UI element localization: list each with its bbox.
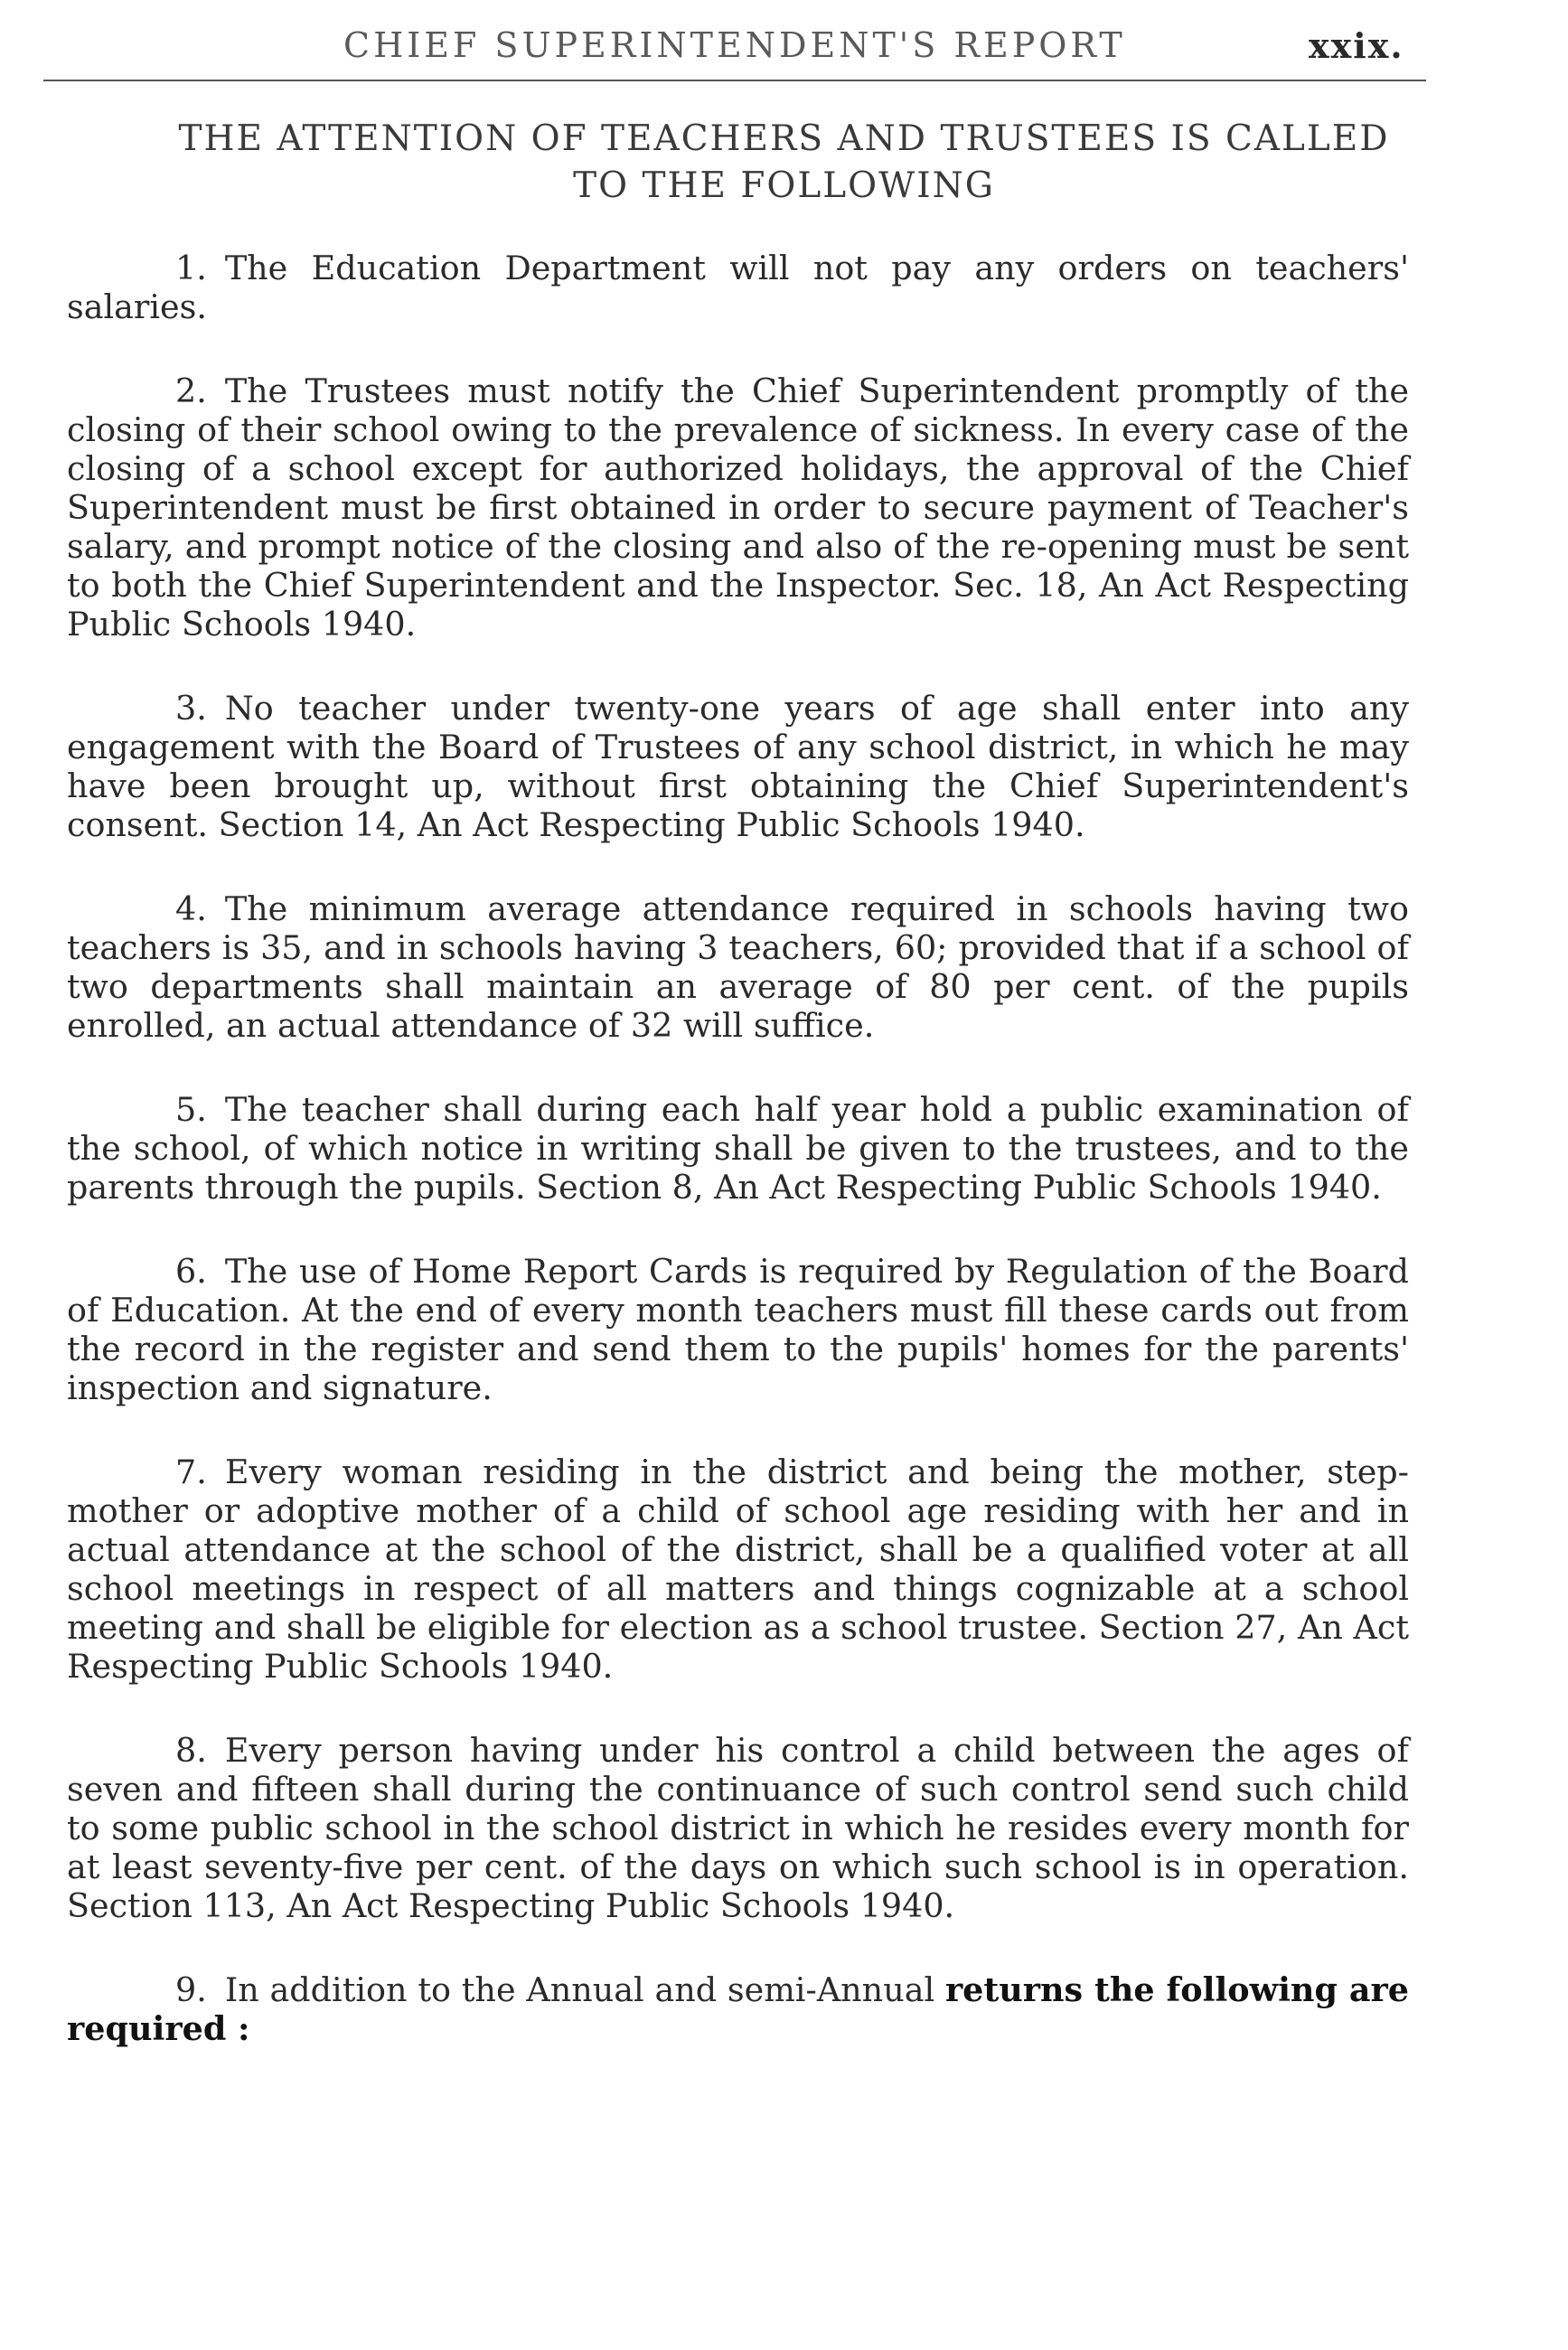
notice-number: 2.: [175, 371, 207, 410]
notice-text: Every woman residing in the district and being the mother, step-mother or adoptive mother of a child of school age residing with her and in actual attendance at the school of the district, shall be a qualified voter at all school meetings in respect of all matters and things cognizable at a school meeting and shall be eligible for election as a school trustee. Section 27, An Act Respecting Public Schools 1940.: [67, 1452, 1409, 1686]
notice-paragraph-8: [67, 1731, 1409, 1925]
notice-paragraph-7: [67, 1452, 1409, 1686]
numbered-notices: [67, 249, 1409, 2048]
header-rule: [43, 80, 1426, 81]
notice-text: In addition to the Annual and semi-Annual: [224, 1970, 935, 2009]
notice-number: 5.: [175, 1090, 207, 1129]
notice-number: 7.: [175, 1452, 207, 1491]
notice-paragraph-9: [67, 1970, 1409, 2048]
notice-paragraph-5: [67, 1090, 1409, 1207]
notice-text: The Education Department will not pay any orders on teachers' salaries.: [67, 249, 1409, 326]
notice-paragraph-1: [67, 249, 1409, 326]
notice-text: The minimum average attendance required in schools having two teachers is 35, and in schools having 3 teachers, 60; provided that if a school of two departments shall maintain an average of 80 per cent. of the pupils enrolled, an actual attendance of 32 will suffice.: [67, 889, 1409, 1045]
notice-number: 6.: [175, 1252, 207, 1291]
section-heading-line-1: THE ATTENTION OF TEACHERS AND TRUSTEES IS CALLED: [178, 118, 1390, 159]
notice-number: 3.: [175, 689, 207, 728]
notice-number: 4.: [175, 889, 207, 928]
notice-paragraph-4: [67, 889, 1409, 1045]
notice-paragraph-2: [67, 371, 1409, 644]
notice-number: 9.: [175, 1970, 207, 2009]
notice-text: Every person having under his control a child between the ages of seven and fifteen shall during the continuance of such control send such child to some public school in the school district in which he resides every month for at least seventy-five per cent. of the days on which such school is in operation. Section 113, An Act Respecting Public Schools 1940.: [67, 1731, 1409, 1925]
notice-text: The teacher shall during each half year hold a public examination of the school, of which notice in writing shall be given to the trustees, and to the parents through the pupils. Section 8, An Act Respecting Public Schools 1940.: [67, 1090, 1409, 1207]
running-head: CHIEF SUPERINTENDENT'S REPORT: [343, 25, 1126, 65]
section-heading-line-2: TO THE FOLLOWING: [573, 165, 995, 206]
notice-text: No teacher under twenty-one years of age shall enter into any engagement with the Board of Trustees of any school district, in which he may have been brought up, without first obtaining the Chief Superintendent's consent. Section 14, An Act Respecting Public Schools 1940.: [67, 689, 1409, 844]
notice-paragraph-3: [67, 689, 1409, 844]
page-number: xxix.: [1309, 25, 1404, 66]
notice-text: The Trustees must notify the Chief Superintendent promptly of the closing of their school owing to the prevalence of sickness. In every case of the closing of a school except for authorized holidays, the approval of the Chief Superintendent must be first obtained in order to secure payment of Teacher's salary, and prompt notice of the closing and also of the re-opening must be sent to both the Chief Superintendent and the Inspector. Sec. 18, An Act Respecting Public Schools 1940.: [67, 371, 1409, 644]
notice-number: 8.: [175, 1731, 207, 1770]
notice-paragraph-6: [67, 1252, 1409, 1407]
notice-text-bold: returns the following are required :: [67, 1970, 1409, 2048]
notice-text: The use of Home Report Cards is required by Regulation of the Board of Education. At the end of every month teachers must fill these cards out from the record in the register and send them to the pupils' homes for the parents' inspection and signature.: [67, 1252, 1409, 1407]
section-heading: [0, 116, 1568, 210]
notice-number: 1.: [175, 249, 207, 287]
